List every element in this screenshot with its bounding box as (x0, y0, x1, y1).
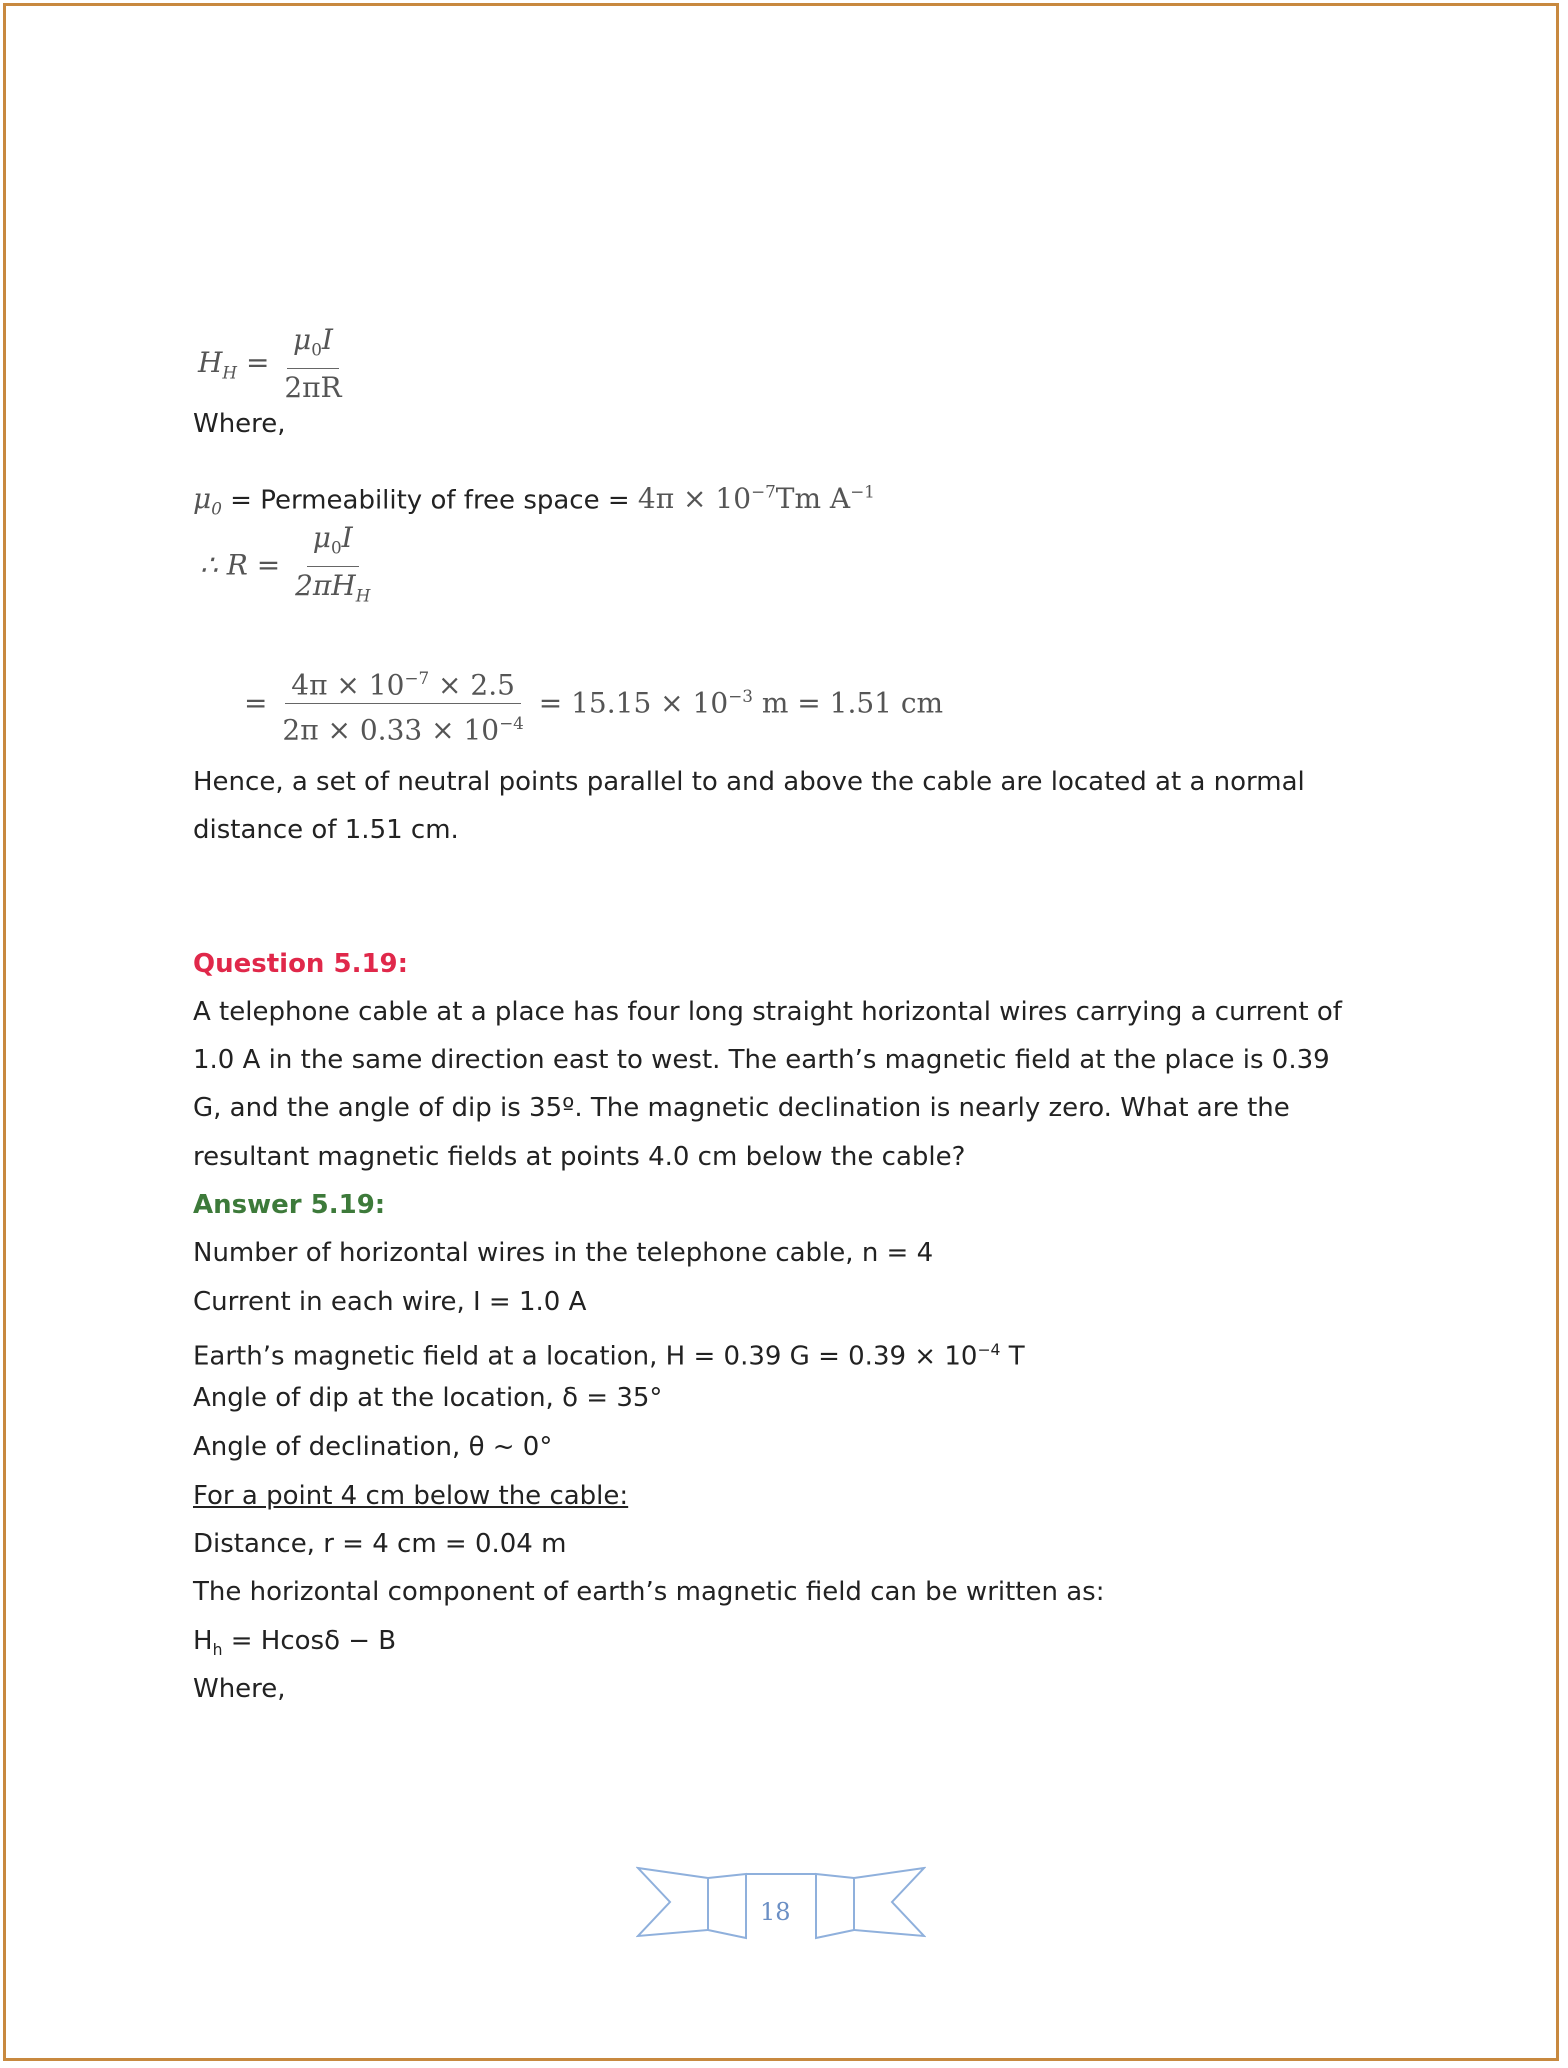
question-line: A telephone cable at a place has four long straight horizontal wires carrying a current of (193, 997, 1342, 1027)
equation-radius: ∴ R = $\frac{\mu_0I}{2\pi H_H}$ (200, 521, 371, 606)
question-heading: Question 5.19: (193, 949, 409, 979)
fraction: $\frac{\mu_0I}{2\pi R}$ (284, 323, 342, 404)
answer-current: Current in each wire, I = 1.0 A (193, 1287, 587, 1317)
question-line: resultant magnetic fields at points 4.0 cm below the cable? (193, 1142, 966, 1172)
equation-radius-value: = $\frac{4\pi \times 10^{-7} \times 2.5}{2\pi \times 0.33 \times 10^{-4}}$ = $15.15 \times 10^{-3}$ m = 1.51 cm (244, 660, 943, 750)
permeability-line: $\mu_0$ = Permeability of free space = $4\pi \times 10^{-7}Tm$ $A^{-1}$ (193, 482, 875, 519)
answer-wires: Number of horizontal wires in the telephone cable, n = 4 (193, 1238, 934, 1268)
page-number: 18 (760, 1898, 791, 1926)
answer-declination: Angle of declination, θ ~ 0° (193, 1432, 553, 1462)
answer-distance: Distance, r = 4 cm = 0.04 m (193, 1529, 567, 1559)
equation-horizontal-field: $H_H$ = $\frac{\mu_0I}{2\pi R}$ (198, 322, 348, 407)
question-line: G, and the angle of dip is 35º. The magnetic declination is nearly zero. What are the (193, 1093, 1290, 1123)
answer-heading: Answer 5.19: (193, 1190, 386, 1220)
question-line: 1.0 A in the same direction east to west. The earth’s magnetic field at the place is 0.39 (193, 1045, 1330, 1075)
conclusion-line-1: Hence, a set of neutral points parallel to and above the cable are located at a normal (193, 767, 1305, 797)
answer-field: Earth’s magnetic field at a location, H = 0.39 $G = 0.39 \times 10^{-4}$ T (193, 1341, 1025, 1372)
where-label: Where, (193, 409, 286, 439)
where-label: Where, (193, 1674, 286, 1704)
answer-dip: Angle of dip at the location, δ = 35° (193, 1383, 663, 1413)
point-subheading: For a point 4 cm below the cable: (193, 1481, 629, 1511)
conclusion-line-2: distance of 1.51 cm. (193, 815, 459, 845)
answer-horizontal-component: The horizontal component of earth’s magnetic field can be written as: (193, 1577, 1105, 1607)
equation-hh: $H_h = Hcos\delta - B$ (193, 1626, 397, 1660)
